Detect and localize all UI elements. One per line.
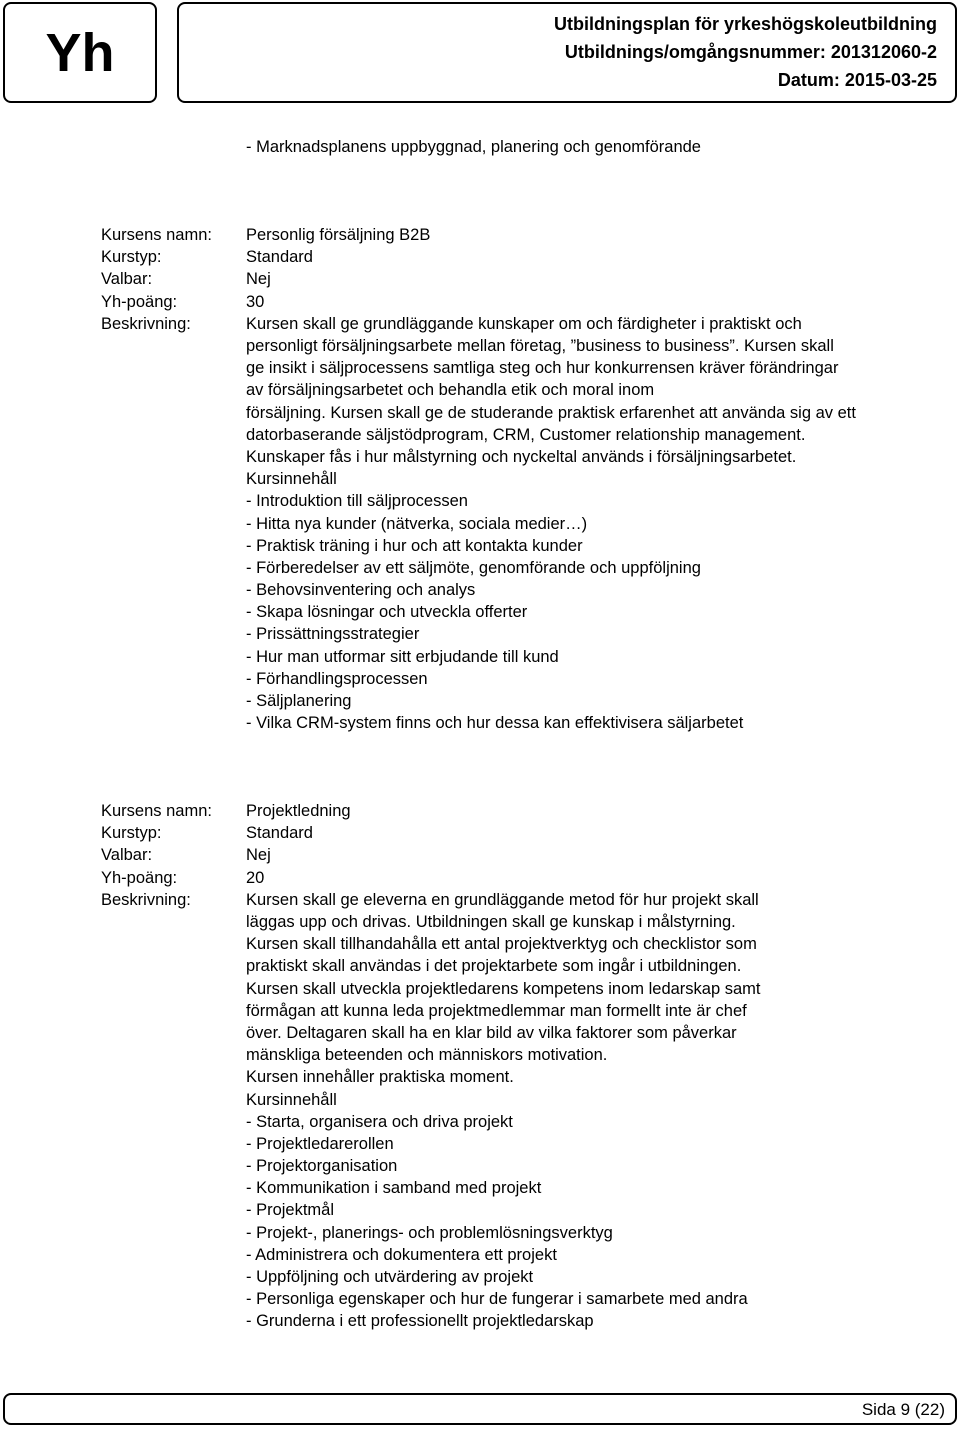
description-line: mänskliga beteenden och människors motivation. (246, 1046, 608, 1065)
description-line: - Projekt-, planerings- och problemlösningsverktyg (246, 1223, 613, 1242)
course-section (101, 800, 761, 1333)
description-line: - Projektmål (246, 1201, 335, 1220)
course-description-label: Beskrivning: (101, 890, 191, 909)
description-line: av försäljningsarbetet och behandla etik och moral inom (246, 381, 655, 400)
course-name: Projektledning (246, 802, 351, 820)
course-optional-label: Valbar: (101, 846, 153, 865)
document-title: Utbildningsplan för yrkeshögskoleutbildning (553, 14, 937, 34)
program-number: Utbildnings/omgångsnummer: 201312060-2 (564, 42, 937, 62)
course-type-label: Kurstyp: (101, 248, 162, 267)
page-number: Sida 9 (22) (861, 1400, 945, 1419)
logo-box (3, 2, 157, 103)
description-line: över. Deltagaren skall ha en klar bild av vilka faktorer som påverkar (246, 1023, 737, 1042)
description-line: - Introduktion till säljprocessen (246, 492, 468, 511)
document-header (177, 2, 957, 103)
description-line: Kursen skall ge eleverna en grundläggande metod för hur projekt skall (246, 890, 759, 909)
description-line: - Hur man utformar sitt erbjudande till kund (246, 647, 559, 666)
description-line: - Säljplanering (246, 692, 352, 710)
description-line: förmågan att kunna leda projektmedlemmar man formellt inte är chef (246, 1001, 747, 1020)
course-points-row (101, 867, 761, 889)
description-line: ge insikt i säljprocessens samtliga steg och hur konkurrensen kräver förändringar (246, 359, 839, 378)
page-footer (3, 1393, 957, 1425)
course-type-label: Kurstyp: (101, 824, 162, 843)
description-line: - Vilka CRM-system finns och hur dessa kan effektivisera säljarbetet (246, 714, 744, 733)
course-name-row (101, 224, 856, 246)
description-line: - Behovsinventering och analys (246, 581, 476, 600)
course-name-label: Kursens namn: (101, 226, 212, 244)
document-date: Datum: 2015-03-25 (777, 70, 937, 90)
course-points: 30 (246, 292, 265, 311)
description-line: - Kommunikation i samband med projekt (246, 1179, 542, 1198)
description-line: - Personliga egenskaper och hur de fungerar i samarbete med andra (246, 1290, 748, 1309)
intro-line: - Marknadsplanens uppbyggnad, planering och genomförande (246, 138, 701, 156)
description-line: datorbaserande säljstödprogram, CRM, Customer relationship management. (246, 425, 806, 444)
course-description (246, 313, 856, 735)
description-line: Kursinnehåll (246, 470, 337, 489)
course-name-row (101, 800, 761, 822)
course-description-row (101, 313, 856, 735)
course-description-row (101, 889, 761, 1333)
description-line: - Förhandlingsprocessen (246, 669, 428, 688)
course-description (246, 889, 761, 1333)
course-optional: Nej (246, 270, 271, 289)
description-line: Kunskaper fås i hur målstyrning och nyckeltal används i försäljningsarbetet. (246, 447, 797, 466)
course-points: 20 (246, 868, 265, 887)
description-line: Kursen skall ge grundläggande kunskaper om och färdigheter i praktiskt och (246, 314, 802, 333)
course-optional-row (101, 844, 761, 866)
description-line: - Administrera och dokumentera ett projekt (246, 1245, 557, 1264)
course-section (101, 224, 856, 734)
description-line: läggas upp och drivas. Utbildningen skall ge kunskap i målstyrning. (246, 913, 736, 931)
course-name: Personlig försäljning B2B (246, 226, 431, 244)
description-line: Kursen skall tillhandahålla ett antal projektverktyg och checklistor som (246, 935, 757, 954)
course-optional: Nej (246, 846, 271, 865)
yh-logo: Yh (45, 22, 115, 83)
description-line: - Hitta nya kunder (nätverka, sociala medier…) (246, 514, 588, 533)
description-line: Kursinnehåll (246, 1090, 337, 1109)
course-optional-label: Valbar: (101, 270, 153, 289)
description-line: - Praktisk träning i hur och att kontakta kunder (246, 536, 583, 555)
description-line: personligt försäljningsarbete mellan företag, ”business to business”. Kursen skall (246, 337, 834, 355)
description-line: försäljning. Kursen skall ge de studerande praktisk erfarenhet att använda sig av ett (246, 403, 856, 422)
course-points-label: Yh-poäng: (101, 868, 178, 887)
course-type-row (101, 822, 761, 844)
description-line: Kursen innehåller praktiska moment. (246, 1068, 514, 1087)
course-points-row (101, 291, 856, 313)
description-line: - Skapa lösningar och utveckla offerter (246, 603, 528, 622)
course-name-label: Kursens namn: (101, 802, 212, 820)
course-type-row (101, 246, 856, 268)
description-line: - Prissättningsstrategier (246, 625, 420, 644)
description-line: Kursen skall utveckla projektledarens kompetens inom ledarskap samt (246, 979, 761, 998)
course-points-label: Yh-poäng: (101, 292, 178, 311)
description-line: - Starta, organisera och driva projekt (246, 1112, 513, 1131)
course-description-label: Beskrivning: (101, 314, 191, 333)
description-line: - Projektledarerollen (246, 1134, 394, 1153)
description-line: - Grunderna i ett professionellt projektledarskap (246, 1312, 594, 1331)
description-line: - Förberedelser av ett säljmöte, genomförande och uppföljning (246, 558, 701, 577)
description-line: praktiskt skall användas i det projektarbete som ingår i utbildningen. (246, 957, 742, 976)
course-type: Standard (246, 824, 313, 843)
description-line: - Projektorganisation (246, 1157, 398, 1176)
course-optional-row (101, 268, 856, 290)
description-line: - Uppföljning och utvärdering av projekt (246, 1268, 534, 1286)
course-type: Standard (246, 248, 313, 267)
